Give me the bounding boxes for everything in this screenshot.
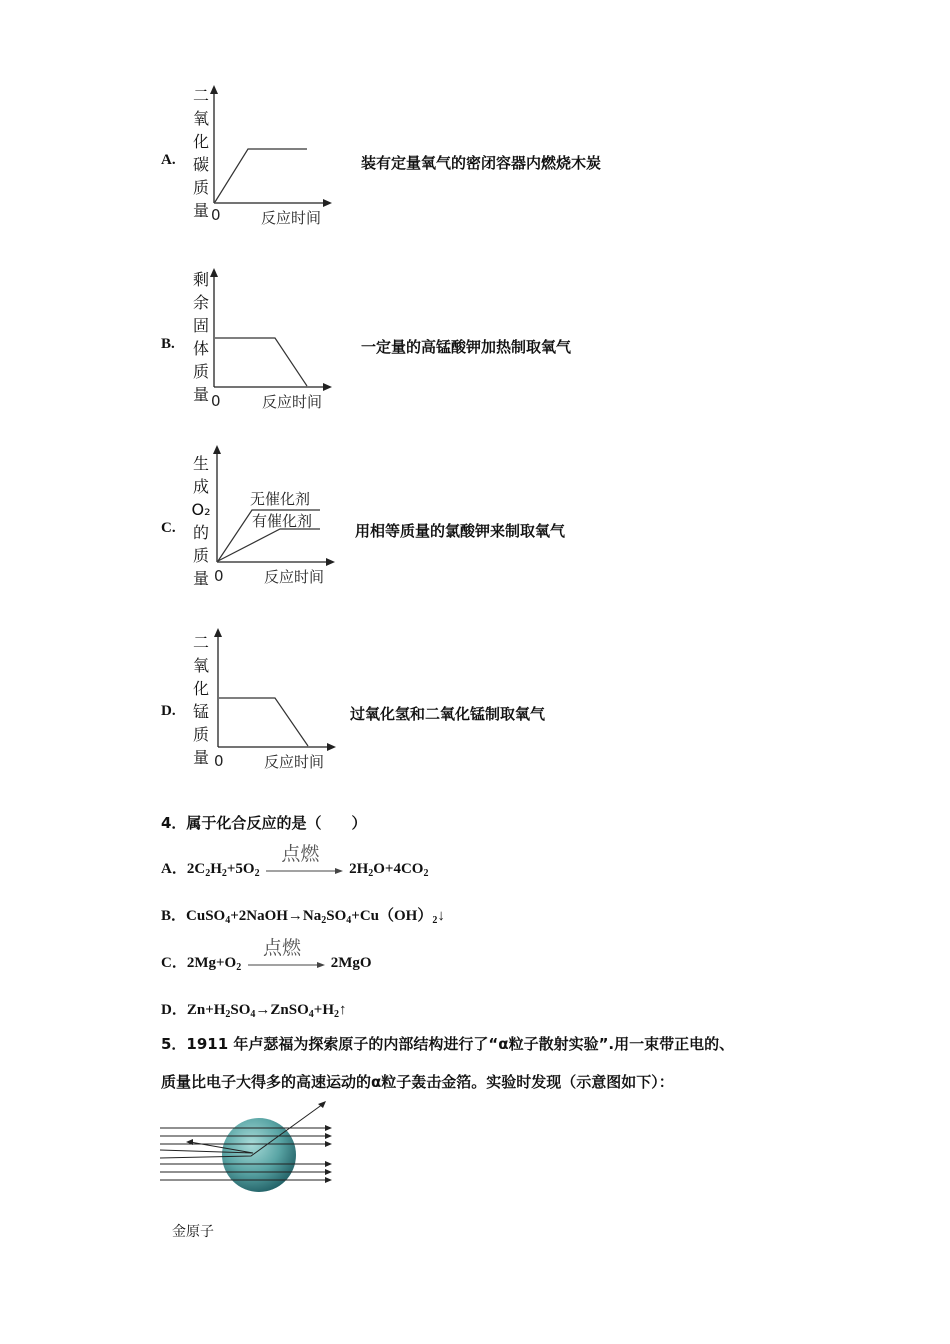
q4-option-c: C．$2Mg+O_2$ 点燃 2MgO: [161, 936, 372, 973]
y-axis-arrow-icon: [214, 628, 222, 637]
option-b-label: B.: [161, 336, 175, 352]
reaction-arrow: 点燃: [245, 957, 327, 971]
x-axis-label: 反应时间: [261, 209, 322, 227]
option-d-description: 过氧化氢和二氧化锰制取氧气: [350, 705, 546, 723]
x-axis-arrow-icon: [323, 383, 332, 391]
graph-a: [205, 85, 345, 230]
line-label-with-catalyst: 有催化剂: [252, 512, 313, 530]
y-axis-arrow-icon: [213, 445, 221, 454]
origin-label: 0: [214, 567, 224, 585]
graph-d-ylabel: 二 氧 化 锰 质 量: [192, 633, 209, 767]
line-label-no-catalyst: 无催化剂: [250, 490, 311, 508]
q5-line-2: 质量比电子大得多的高速运动的α粒子轰击金箔。实验时发现（示意图如下）：: [161, 1073, 674, 1091]
line-with-catalyst: [218, 529, 320, 561]
alpha-scattering-diagram: [155, 1098, 340, 1198]
graph-c: [208, 445, 348, 590]
option-c-label: C.: [161, 520, 176, 536]
q4-option-b: B．$CuSO_4+2NaOH\to Na_2SO_4+Cu(OH)_2↓$: [161, 908, 445, 926]
y-axis-arrow-icon: [210, 268, 218, 277]
origin-label: 0: [214, 752, 224, 770]
option-b-description: 一定量的高锰酸钾加热制取氧气: [361, 338, 572, 356]
q4-option-a: A．$2C_2H_2+5O_2$ 点燃 $2H_2O+4CO_2$: [161, 842, 429, 879]
graph-a-ylabel: 二 氧 化 碳 质 量: [192, 86, 209, 220]
x-axis-arrow-icon: [327, 743, 336, 751]
x-axis-label: 反应时间: [264, 753, 325, 771]
origin-label: 0: [211, 392, 221, 410]
graph-c-ylabel: 生 成 O₂ 的 质 量: [191, 454, 211, 588]
option-c-description: 用相等质量的氯酸钾来制取氧气: [355, 522, 566, 540]
option-a-label: A.: [161, 152, 176, 168]
graph-b-ylabel: 剩 余 固 体 质 量: [192, 270, 209, 404]
origin-label: 0: [211, 206, 221, 224]
x-axis-arrow-icon: [326, 558, 335, 566]
q4-stem: 4．属于化合反应的是（ ）: [161, 814, 367, 832]
x-axis-label: 反应时间: [264, 568, 325, 586]
graph-d: [209, 628, 349, 773]
option-a-description: 装有定量氧气的密闭容器内燃烧木炭: [361, 154, 602, 172]
x-axis-label: 反应时间: [262, 393, 323, 411]
x-axis-arrow-icon: [323, 199, 332, 207]
y-axis-arrow-icon: [210, 85, 218, 94]
graph-b: [205, 268, 345, 413]
data-line: [215, 338, 307, 386]
q5-line-1: 5．1911 年卢瑟福为探索原子的内部结构进行了“α粒子散射实验”.用一束带正电的、: [161, 1035, 735, 1053]
data-line: [219, 698, 308, 746]
reaction-arrow: 点燃: [263, 863, 345, 877]
gold-atom: [222, 1118, 296, 1192]
q4-option-d: D．$Zn+H_2SO_4\to ZnSO_4+H_2↑$: [161, 1002, 347, 1020]
gold-atom-caption: 金原子: [172, 1224, 214, 1240]
data-line: [215, 149, 307, 202]
option-d-label: D.: [161, 703, 176, 719]
